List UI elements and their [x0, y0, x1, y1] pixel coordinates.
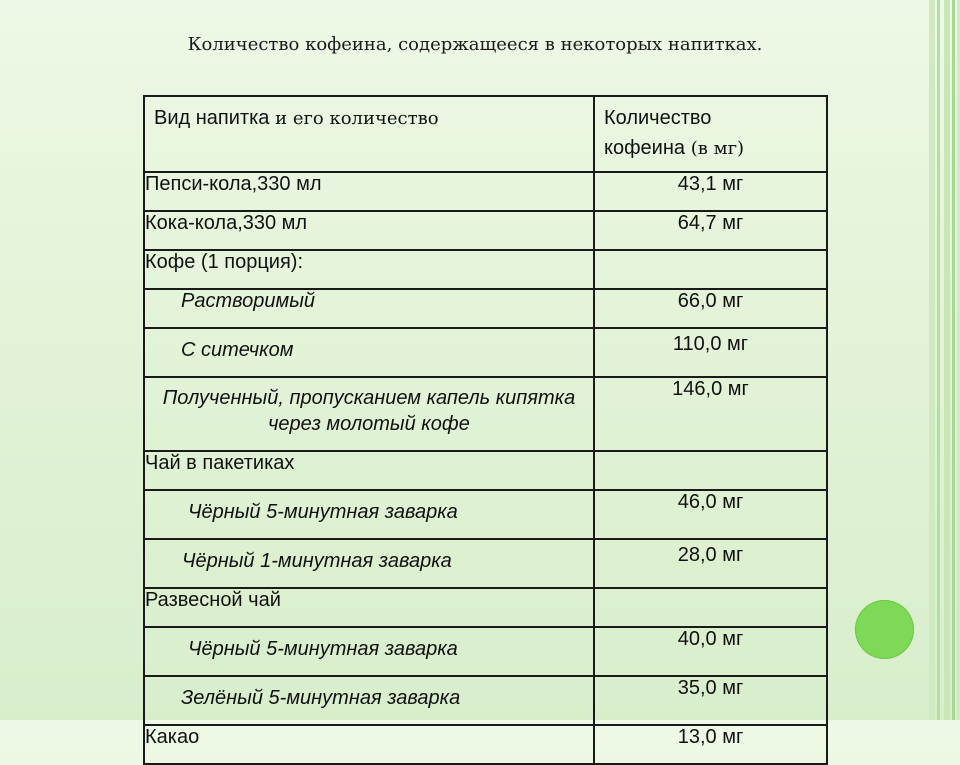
table-row	[144, 250, 827, 289]
decorative-border-stripe	[929, 0, 935, 720]
header-cell-caffeine	[594, 96, 827, 172]
decorative-border-stripe	[944, 0, 950, 720]
caffeine-value-cell	[594, 588, 827, 627]
caffeine-value-cell: 66,0 мг	[594, 289, 827, 328]
table-row	[144, 588, 827, 627]
table-row	[144, 377, 827, 451]
caffeine-value-cell: 40,0 мг	[594, 627, 827, 676]
table-row	[144, 676, 827, 725]
drink-group-cell: Развесной чай	[144, 588, 594, 627]
caffeine-value-cell: 13,0 мг	[594, 725, 827, 764]
table-row	[144, 211, 827, 250]
slide-title: Количество кофеина, содержащееся в некоторых напитках.	[187, 34, 763, 55]
table-row	[144, 451, 827, 490]
table-header-row	[144, 96, 827, 172]
table-row	[144, 328, 827, 377]
header-caffeine-line1: Количество	[604, 107, 712, 129]
header-drink-qualifier: и его количество	[269, 108, 439, 129]
drink-name-cell: Зелёный 5-минутная заварка	[144, 676, 594, 725]
caffeine-value-cell: 43,1 мг	[594, 172, 827, 211]
caffeine-value-cell	[594, 451, 827, 490]
drink-name-cell: Полученный, пропусканием капель кипятка через молотый кофе	[144, 377, 594, 451]
drink-group-cell: Чай в пакетиках	[144, 451, 594, 490]
caffeine-table	[143, 95, 828, 765]
header-drink-label: Вид напитка	[154, 107, 270, 129]
table-row	[144, 289, 827, 328]
drink-name-cell: Чёрный 5-минутная заварка	[144, 490, 594, 539]
table-row	[144, 725, 827, 764]
caffeine-value-cell: 110,0 мг	[594, 328, 827, 377]
header-cell-drink	[144, 96, 594, 172]
header-caffeine-unit: (в мг)	[685, 138, 745, 159]
table-row	[144, 627, 827, 676]
drink-name-cell: С ситечком	[144, 328, 594, 377]
header-caffeine-line2: кофеина	[604, 137, 686, 159]
decorative-border-stripe	[937, 0, 940, 720]
drink-name-cell: Чёрный 1-минутная заварка	[144, 539, 594, 588]
caffeine-value-cell: 28,0 мг	[594, 539, 827, 588]
caffeine-value-cell: 146,0 мг	[594, 377, 827, 451]
table-row	[144, 172, 827, 211]
decorative-green-circle	[855, 600, 914, 659]
drink-name-cell: Чёрный 5-минутная заварка	[144, 627, 594, 676]
table-row	[144, 539, 827, 588]
caffeine-value-cell: 64,7 мг	[594, 211, 827, 250]
decorative-border-stripe	[952, 0, 955, 720]
caffeine-value-cell	[594, 250, 827, 289]
caffeine-value-cell: 46,0 мг	[594, 490, 827, 539]
table-row	[144, 490, 827, 539]
caffeine-value-cell: 35,0 мг	[594, 676, 827, 725]
drink-name-cell: Кока-кола,330 мл	[144, 211, 594, 250]
drink-name-cell: Пепси-кола,330 мл	[144, 172, 594, 211]
drink-name-cell: Какао	[144, 725, 594, 764]
drink-name-cell: Растворимый	[144, 289, 594, 328]
drink-group-cell: Кофе (1 порция):	[144, 250, 594, 289]
